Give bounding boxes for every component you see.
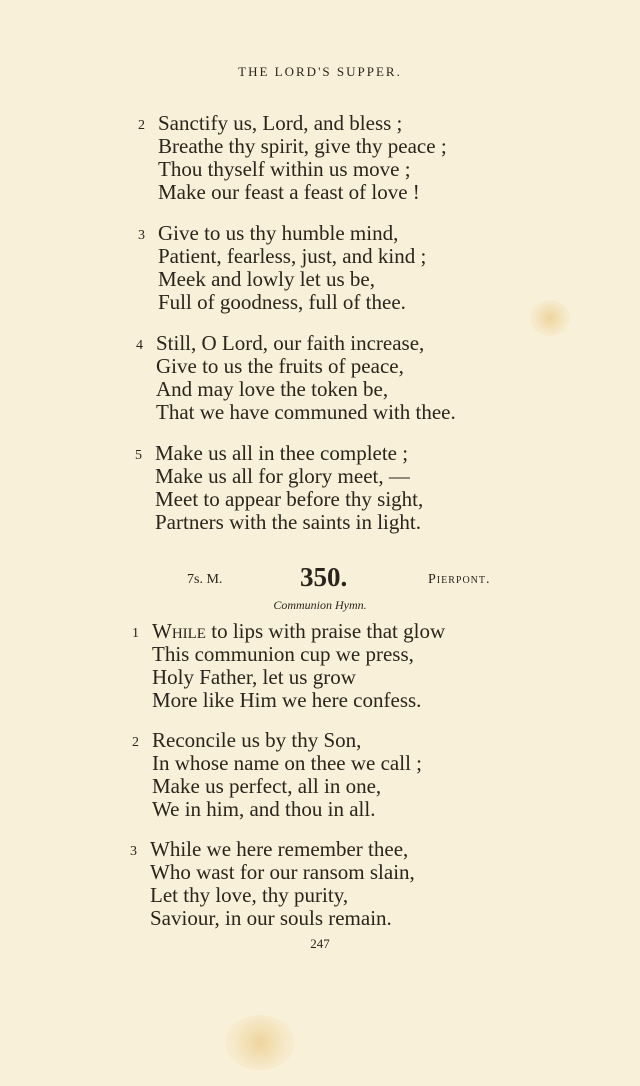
- verse-line: This communion cup we press,: [152, 642, 414, 666]
- foxing-stain: [530, 300, 570, 336]
- verse-line: Sanctify us, Lord, and bless ;: [158, 111, 403, 135]
- verse-line: Make us all for glory meet, —: [155, 464, 410, 488]
- stanza-number: 3: [138, 228, 145, 243]
- verse-line: Let thy love, thy purity,: [150, 883, 349, 907]
- hymn-meter: 7s. M.: [187, 572, 223, 587]
- verse-line: [152, 620, 445, 643]
- verse-line: Make us perfect, all in one,: [152, 774, 382, 798]
- stanza-number: 4: [136, 338, 143, 353]
- stanza-number: 3: [130, 844, 137, 859]
- verse-line: Make us all in thee complete ;: [155, 441, 409, 465]
- verse-line: Meet to appear before thy sight,: [155, 487, 424, 511]
- verse-line: Still, O Lord, our faith increase,: [156, 331, 425, 355]
- stanza-number: 2: [132, 735, 139, 750]
- verse-line: Give to us thy humble mind,: [158, 221, 399, 245]
- verse-line: Patient, fearless, just, and kind ;: [158, 244, 427, 268]
- page-number: 247: [310, 936, 330, 951]
- verse-line: More like Him we here confess.: [152, 688, 422, 712]
- stanza-number: 5: [135, 448, 142, 463]
- verse-line: Reconcile us by thy Son,: [152, 728, 362, 752]
- verse-line: Saviour, in our souls remain.: [150, 906, 392, 930]
- verse-line: Full of goodness, full of thee.: [158, 290, 406, 314]
- verse-line: Give to us the fruits of peace,: [156, 354, 404, 378]
- running-head: THE LORD'S SUPPER.: [238, 64, 402, 79]
- hymn-header: [0, 562, 640, 592]
- verse-line: Holy Father, let us grow: [152, 665, 356, 689]
- foxing-stain: [225, 1015, 295, 1070]
- verse-line: Who wast for our ransom slain,: [150, 860, 415, 884]
- verse-line: Make our feast a feast of love !: [158, 180, 420, 204]
- verse-line: We in him, and thou in all.: [152, 797, 376, 821]
- hymn-title: Communion Hymn.: [273, 598, 367, 612]
- first-word: While: [152, 619, 206, 643]
- verse-line: Thou thyself within us move ;: [158, 157, 411, 181]
- verse-line: And may love the token be,: [156, 377, 389, 401]
- hymn-number: 350.: [300, 562, 348, 592]
- verse-line: That we have communed with thee.: [156, 400, 456, 424]
- hymn-author: Pierpont.: [428, 572, 491, 587]
- verse-line: While we here remember thee,: [150, 837, 409, 861]
- verse-line: Meek and lowly let us be,: [158, 267, 375, 291]
- stanza-number: 1: [132, 626, 139, 641]
- verse-line-rest: to lips with praise that glow: [205, 619, 446, 643]
- stanza-number: 2: [138, 118, 145, 133]
- verse-line: Breathe thy spirit, give thy peace ;: [158, 134, 447, 158]
- verse-line: Partners with the saints in light.: [155, 510, 421, 534]
- verse-line: In whose name on thee we call ;: [152, 751, 422, 775]
